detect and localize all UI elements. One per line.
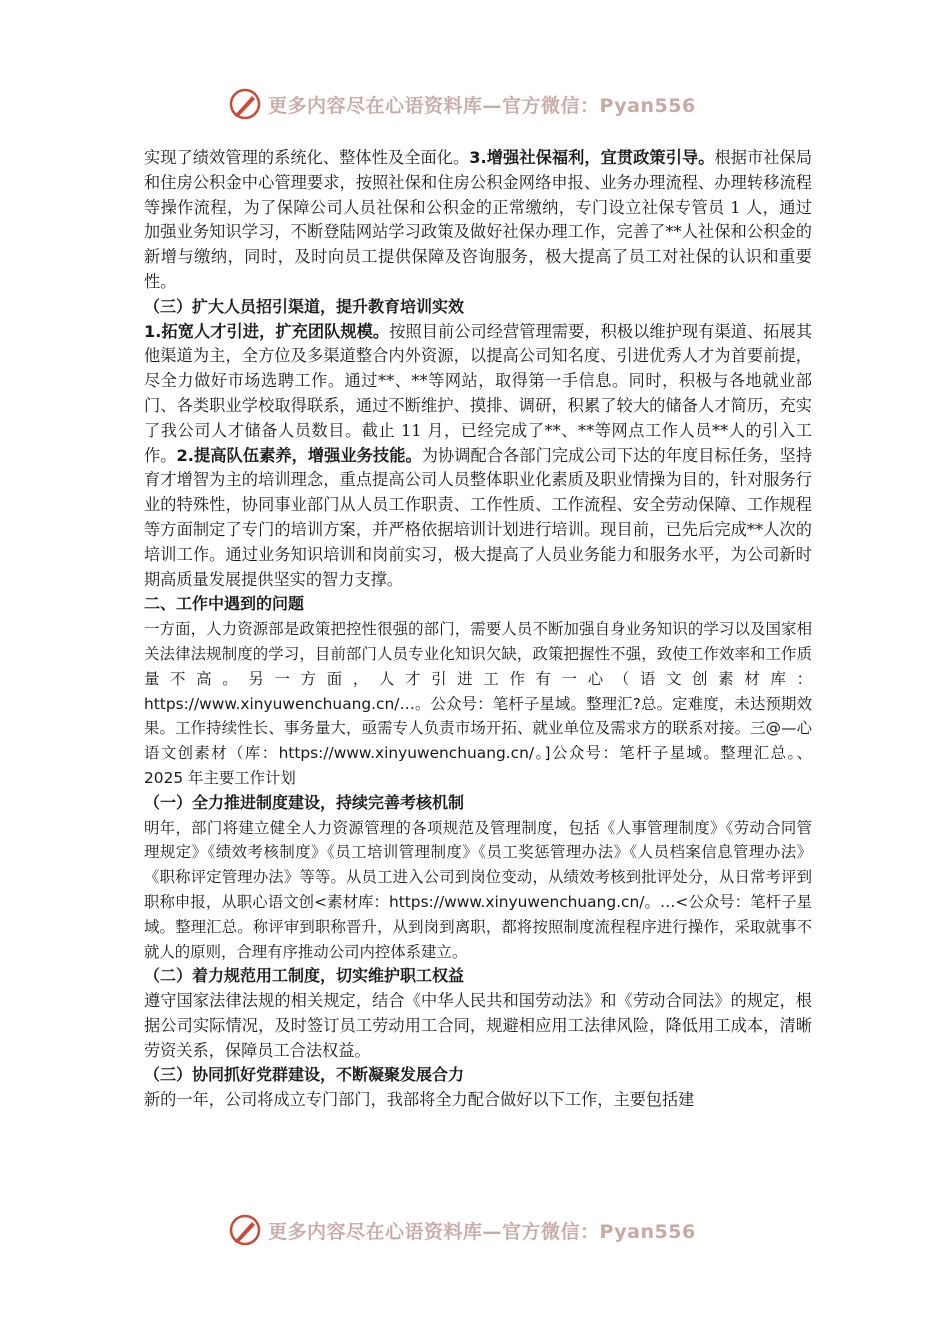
section-heading-employment: （二）着力规范用工制度，切实维护职工权益 — [144, 966, 465, 986]
pen-logo-icon — [228, 1213, 262, 1247]
footer-watermark — [228, 1210, 748, 1250]
bold-lead: 3.增强社保福利，宜贯政策引导。 — [469, 148, 715, 167]
paragraph-system-building: 明年，部门将建立健全人力资源管理的各项规范及管理制度，包括《人事管理制度》《劳动合同管理规定》《绩效考核制度》《员工培训管理制度》《员工奖惩管理办法》《人员档案信息管理办法》《职称评定管理办法》等等。从员工进入公司到岗位变动，从绩效考核到批评处分，从日常考评到职称申报，从职心语文创<素材库：https://www.xinyuwenchuang.cn/。…<公众号：笔杆子星域。整理汇总。称评审到职称晋升，从到岗到离职，都将按照制度流程程序进行操作，采取就事不就人的原则，合理有序推动公司内控体系建立。 — [144, 818, 812, 961]
header-watermark — [228, 84, 748, 124]
paragraph-social-security: 实现了绩效管理的系统化、整体性及全面化。3.增强社保福利，宜贯政策引导。根据市社保局和住房公积金中心管理要求，按照社保和住房公积金网络申报、业务办理流程、办理转移流程等操作流程，为了保障公司人员社保和公积金的正常缴纳，专门设立社保专管员 1 人，通过加强业务知识学习，不断登陆网站学习政策及做好社保办理工作，完善了**人社保和公积金的新增与缴纳，同时，及时向员工提供保障及咨询服务，极大提高了员工对社保的认识和重要性。 — [144, 148, 813, 291]
section-heading-party-building: （三）协同抓好党群建设，不断凝聚发展合力 — [144, 1065, 465, 1085]
section-heading-problems: 二、工作中遇到的问题 — [144, 594, 305, 614]
document-body — [144, 146, 812, 1113]
paragraph-recruitment: 1.拓宽人才引进，扩充团队规模。按照目前公司经营管理需要，积极以维护现有渠道、拓展其他渠道为主，全方位及多渠道整合内外资源，以提高公司知名度、引进优秀人才为首要前提，尽全力做好市场选聘工作。通过**、**等网站，取得第一手信息。同时，积极与各地就业部门、各类职业学校取得联系，通过不断维护、摸排、调研，积累了较大的储备人才简历，充实了我公司人才储备人员数目。截止 11 月，已经完成了**、**等网点工作人员**人的引入工作。2.提高队伍素养，增强业务技能。为协调配合各部门完成公司下达的年度目标任务，坚持育才增智为主的培训理念，重点提高公司人员整体职业化素质及职业情操为目的，针对服务行业的特殊性，协同事业部门从人员工作职责、工作性质、工作流程、安全劳动保障、工作规程等方面制定了专门的培训方案，并严格依据培训计划进行培训。现目前，已先后完成**人次的培训工作。通过业务知识培训和岗前实习，极大提高了人员业务能力和服务水平，为公司新时期高质量发展提供坚实的智力支撑。 — [144, 321, 813, 589]
section-heading-system-building: （一）全力推进制度建设，持续完善考核机制 — [144, 792, 465, 812]
paragraph-employment: 遵守国家法律法规的相关规定，结合《中华人民共和国劳动法》和《劳动合同法》的规定，根据公司实际情况，及时签订员工劳动用工合同，规避相应用工法律风险，降低用工成本，清晰劳资关系，保障员工合法权益。 — [144, 991, 812, 1060]
watermark-text: 更多内容尽在心语资料库—官方微信：Pyan556 — [268, 94, 696, 117]
pen-logo-icon — [228, 87, 262, 121]
paragraph-problems: 一方面，人力资源部是政策把控性很强的部门，需要人员不断加强自身业务知识的学习以及国家相关法律法规制度的学习，目前部门人员专业化知识欠缺，政策把握性不强，致使工作效率和工作质量不高。另一方面，人才引进工作有一心（语文创素材库：https://www.xinyuwenchuang.cn/…。公众号：笔杆子星域。整理汇?总。定难度，未达预期效果。工作持续性长、事务量大，亟需专人负责市场开拓、就业单位及需求方的联系对接。三@—心语文创素材（库：https://www.xinyuwenchuang.cn/。]公众号：笔杆子星域。整理汇总。、2025 年主要工作计划 — [144, 620, 812, 787]
bold-lead: 2.提高队伍素养，增强业务技能。 — [176, 445, 422, 465]
bold-lead: 1.拓宽人才引进，扩充团队规模。 — [144, 321, 390, 341]
watermark-text: 更多内容尽在心语资料库—官方微信：Pyan556 — [268, 1220, 696, 1243]
paragraph-party-building: 新的一年，公司将成立专门部门，我部将全力配合做好以下工作，主要包括建 — [144, 1090, 695, 1110]
section-heading-recruitment: （三）扩大人员招引渠道，提升教育培训实效 — [144, 296, 465, 316]
